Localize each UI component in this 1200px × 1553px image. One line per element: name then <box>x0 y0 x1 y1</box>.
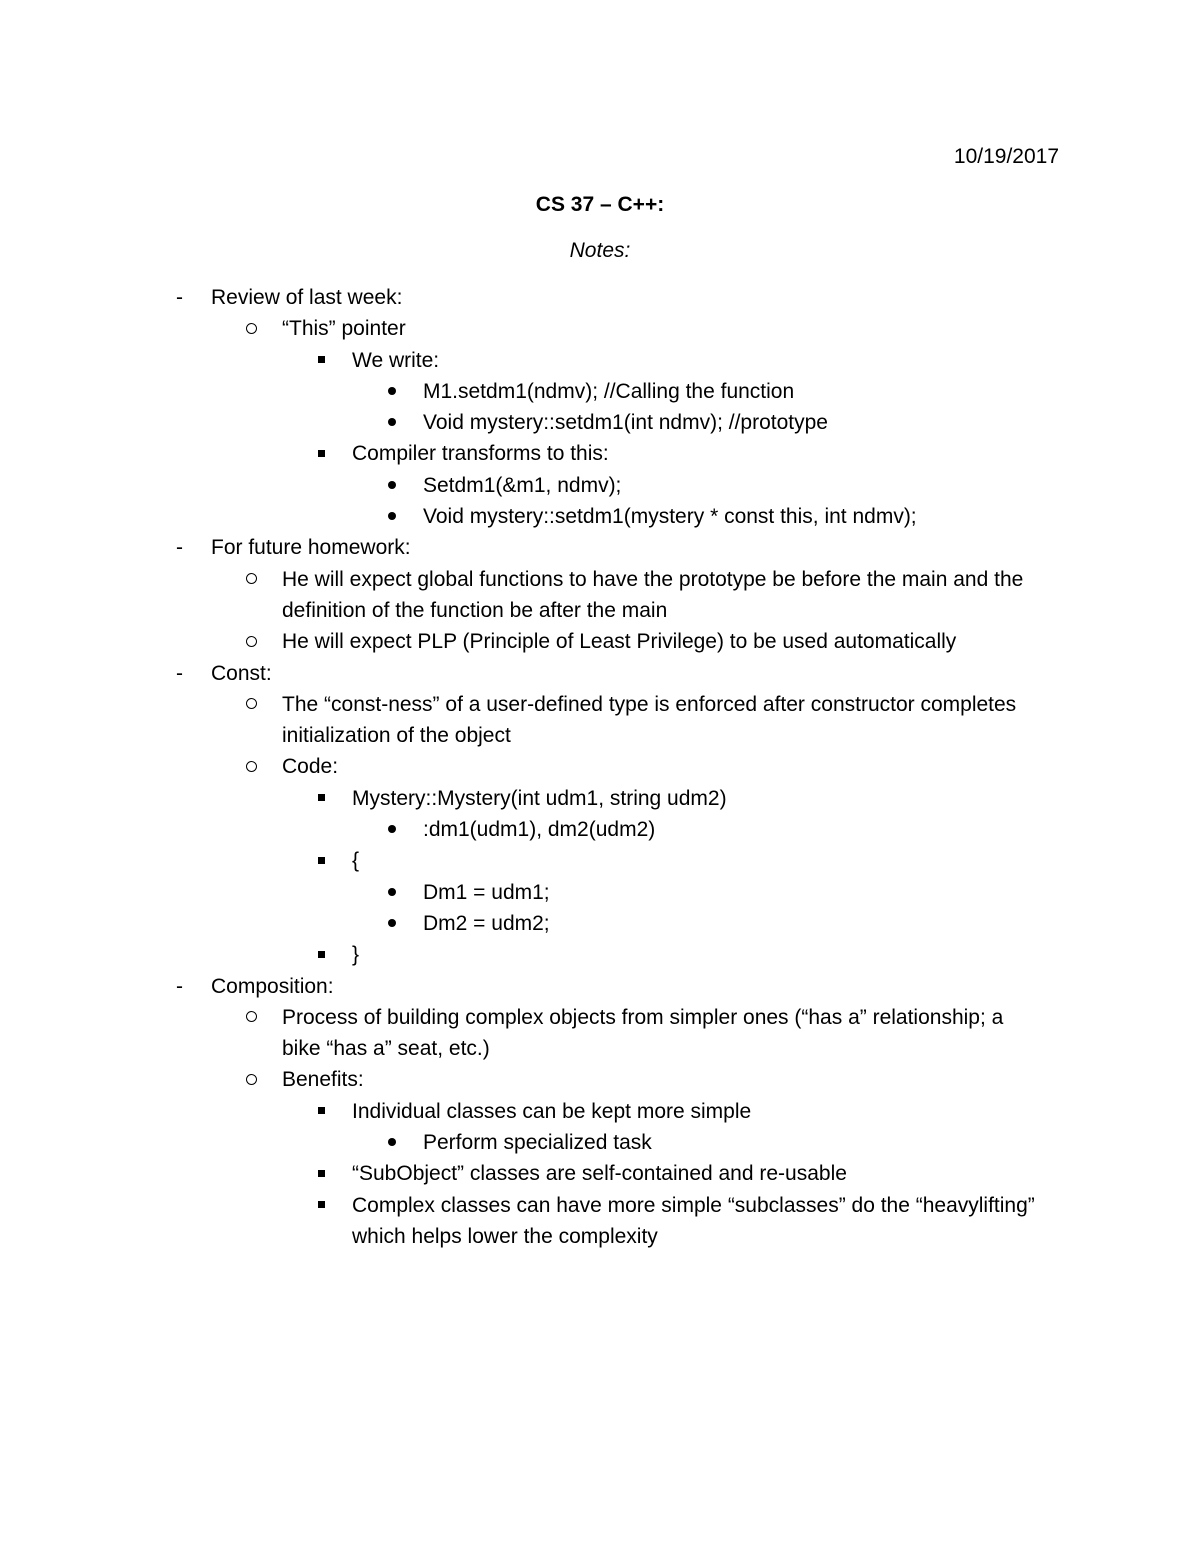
outline-item-level-3 <box>0 939 1200 970</box>
outline-item-level-2 <box>0 1064 1200 1095</box>
outline-item-level-1 <box>0 971 1200 1002</box>
outline-item-level-1 <box>0 658 1200 689</box>
outline-item-level-3 <box>0 345 1200 376</box>
square-bullet-icon <box>318 783 325 814</box>
outline-item-text: Void mystery::setdm1(int ndmv); //prototype <box>423 411 828 435</box>
outline-item-text: Void mystery::setdm1(mystery * const this, int ndmv); <box>423 505 917 529</box>
outline-item-text: Const: <box>211 661 272 685</box>
outline-item-level-4 <box>0 814 1200 845</box>
outline-item-level-3 <box>0 845 1200 876</box>
outline-item-level-4 <box>0 1127 1200 1158</box>
outline-item-continuation <box>0 720 1200 751</box>
outline-item-level-2 <box>0 313 1200 344</box>
outline-item-text: Complex classes can have more simple “subclasses” do the “heavylifting” <box>352 1193 1035 1217</box>
circle-bullet-icon <box>246 626 260 657</box>
outline-item-text: :dm1(udm1), dm2(udm2) <box>423 818 656 842</box>
outline-item-text: “SubObject” classes are self-contained and re-usable <box>352 1162 847 1186</box>
page-subtitle: Notes: <box>569 239 631 262</box>
page-title: CS 37 – C++: <box>535 193 665 216</box>
outline-item-level-1 <box>0 282 1200 313</box>
outline-item-level-3 <box>0 1158 1200 1189</box>
note-date: 10/19/2017 <box>953 145 1059 168</box>
outline-item-text: Composition: <box>211 974 334 998</box>
outline-item-text: M1.setdm1(ndmv); //Calling the function <box>423 379 795 403</box>
outline-item-level-4 <box>0 501 1200 532</box>
circle-bullet-icon <box>246 1002 260 1033</box>
outline-item-text: } <box>352 943 360 967</box>
outline-item-level-4 <box>0 376 1200 407</box>
outline-item-level-4 <box>0 908 1200 939</box>
circle-bullet-icon <box>246 564 260 595</box>
outline-item-text: We write: <box>352 348 440 372</box>
dot-bullet-icon <box>388 470 396 501</box>
outline-item-continuation <box>0 1221 1200 1252</box>
outline-item-text: definition of the function be after the main <box>282 598 668 622</box>
circle-bullet-icon <box>246 689 260 720</box>
circle-bullet-icon <box>246 1064 260 1095</box>
outline-item-text: Review of last week: <box>211 286 403 309</box>
outline-item-level-2 <box>0 751 1200 782</box>
dash-bullet <box>176 532 183 563</box>
outline-item-level-3 <box>0 1190 1200 1221</box>
square-bullet-icon <box>318 1096 325 1127</box>
outline-item-text: Perform specialized task <box>423 1131 652 1155</box>
square-bullet-icon <box>318 845 325 876</box>
outline-item-level-1 <box>0 532 1200 563</box>
outline-item-level-4 <box>0 407 1200 438</box>
dot-bullet-icon <box>388 501 396 532</box>
outline-item-level-3 <box>0 438 1200 469</box>
outline-item-level-2 <box>0 564 1200 595</box>
outline-item-text: For future homework: <box>211 536 411 560</box>
dash-bullet <box>176 971 183 1002</box>
outline-item-continuation <box>0 595 1200 626</box>
outline-item-text: Process of building complex objects from simpler ones (“has a” relationship; a <box>282 1005 1004 1029</box>
outline-item-text: Setdm1(&m1, ndmv); <box>423 473 622 497</box>
outline-item-level-2 <box>0 689 1200 720</box>
square-bullet-icon <box>318 1158 325 1189</box>
dot-bullet-icon <box>388 407 396 438</box>
outline-item-text: { <box>352 849 360 873</box>
outline-item-text: The “const-ness” of a user-defined type is enforced after constructor completes <box>282 692 1017 716</box>
dash-bullet <box>176 658 183 689</box>
outline-item-text: Code: <box>282 755 339 779</box>
outline-item-level-3 <box>0 783 1200 814</box>
square-bullet-icon <box>318 345 325 376</box>
circle-bullet-icon <box>246 313 260 344</box>
dot-bullet-icon <box>388 376 396 407</box>
dash-bullet <box>176 282 183 313</box>
outline-item-level-2 <box>0 626 1200 657</box>
outline-item-text: Individual classes can be kept more simple <box>352 1099 752 1123</box>
square-bullet-icon <box>318 1190 325 1221</box>
outline-item-text: “This” pointer <box>282 317 406 341</box>
outline-item-text: Compiler transforms to this: <box>352 442 609 466</box>
outline-item-level-2 <box>0 1002 1200 1033</box>
outline-item-level-4 <box>0 470 1200 501</box>
notes-outline <box>0 282 1200 1252</box>
dot-bullet-icon <box>388 908 396 939</box>
square-bullet-icon <box>318 438 325 469</box>
outline-item-text: Dm1 = udm1; <box>423 880 550 904</box>
outline-item-text: Benefits: <box>282 1068 364 1092</box>
outline-item-text: which helps lower the complexity <box>352 1224 658 1248</box>
outline-item-text: initialization of the object <box>282 724 511 748</box>
outline-item-text: Mystery::Mystery(int udm1, string udm2) <box>352 786 727 810</box>
outline-item-level-3 <box>0 1096 1200 1127</box>
outline-item-text: Dm2 = udm2; <box>423 911 550 935</box>
square-bullet-icon <box>318 939 325 970</box>
outline-item-text: He will expect global functions to have the prototype be before the main and the <box>282 567 1024 591</box>
dot-bullet-icon <box>388 814 396 845</box>
outline-item-level-4 <box>0 877 1200 908</box>
outline-item-text: He will expect PLP (Principle of Least Privilege) to be used automatically <box>282 630 957 654</box>
outline-item-continuation <box>0 1033 1200 1064</box>
outline-item-text: bike “has a” seat, etc.) <box>282 1037 490 1061</box>
dot-bullet-icon <box>388 877 396 908</box>
circle-bullet-icon <box>246 751 260 782</box>
dot-bullet-icon <box>388 1127 396 1158</box>
